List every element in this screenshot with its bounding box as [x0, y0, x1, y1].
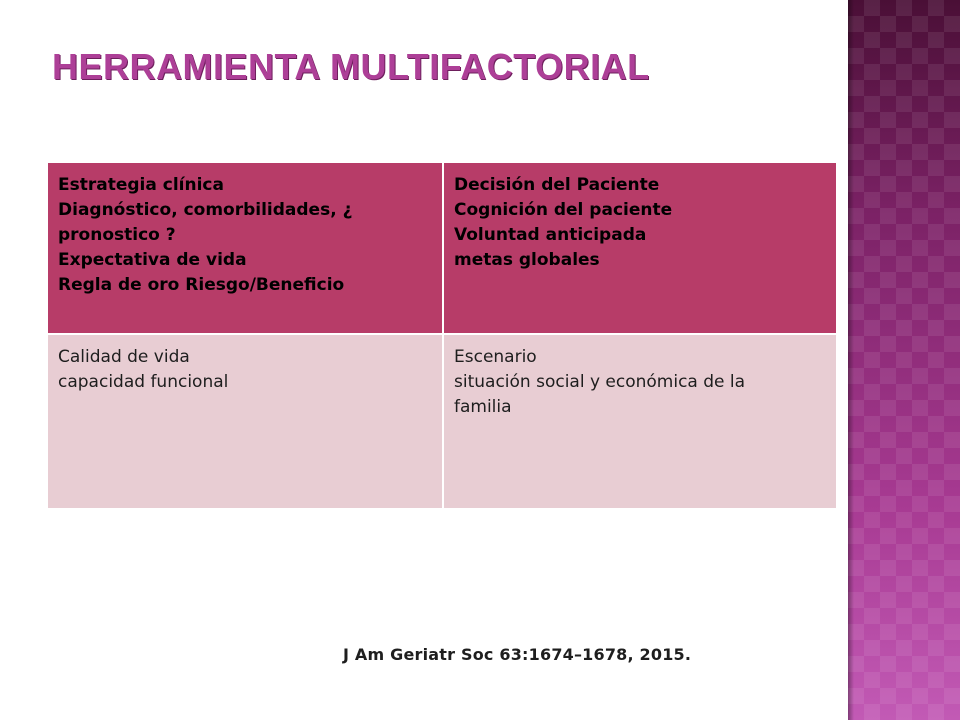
cell-line: Voluntad anticipada [454, 225, 647, 245]
cell-line: Estrategia clínica [58, 175, 224, 195]
cell-line: Diagnóstico, comorbilidades, ¿ [58, 200, 353, 220]
table-cell-clinical-strategy [48, 163, 444, 335]
table-cell-patient-decision [444, 163, 836, 335]
cell-line: Decisión del Paciente [454, 175, 660, 195]
cell-line: pronostico ? [58, 225, 176, 245]
table-cell-scenario [444, 335, 836, 508]
multifactorial-table [48, 163, 836, 508]
cell-line: capacidad funcional [58, 372, 229, 392]
cell-line: Escenario [454, 347, 537, 367]
cell-line: metas globales [454, 250, 600, 270]
cell-line: Expectativa de vida [58, 250, 247, 270]
cell-line: Calidad de vida [58, 347, 190, 367]
cell-line: familia [454, 397, 512, 417]
cell-line: Cognición del paciente [454, 200, 673, 220]
slide-title: HERRAMIENTA MULTIFACTORIAL [52, 46, 650, 87]
decorative-sidebar [848, 0, 960, 720]
table-cell-quality-of-life [48, 335, 444, 508]
sidebar-shadow [848, 0, 854, 720]
cell-line: Regla de oro Riesgo/Beneficio [58, 275, 345, 295]
citation: J Am Geriatr Soc 63:1674–1678, 2015. [343, 645, 692, 664]
cell-line: situación social y económica de la [454, 372, 746, 392]
